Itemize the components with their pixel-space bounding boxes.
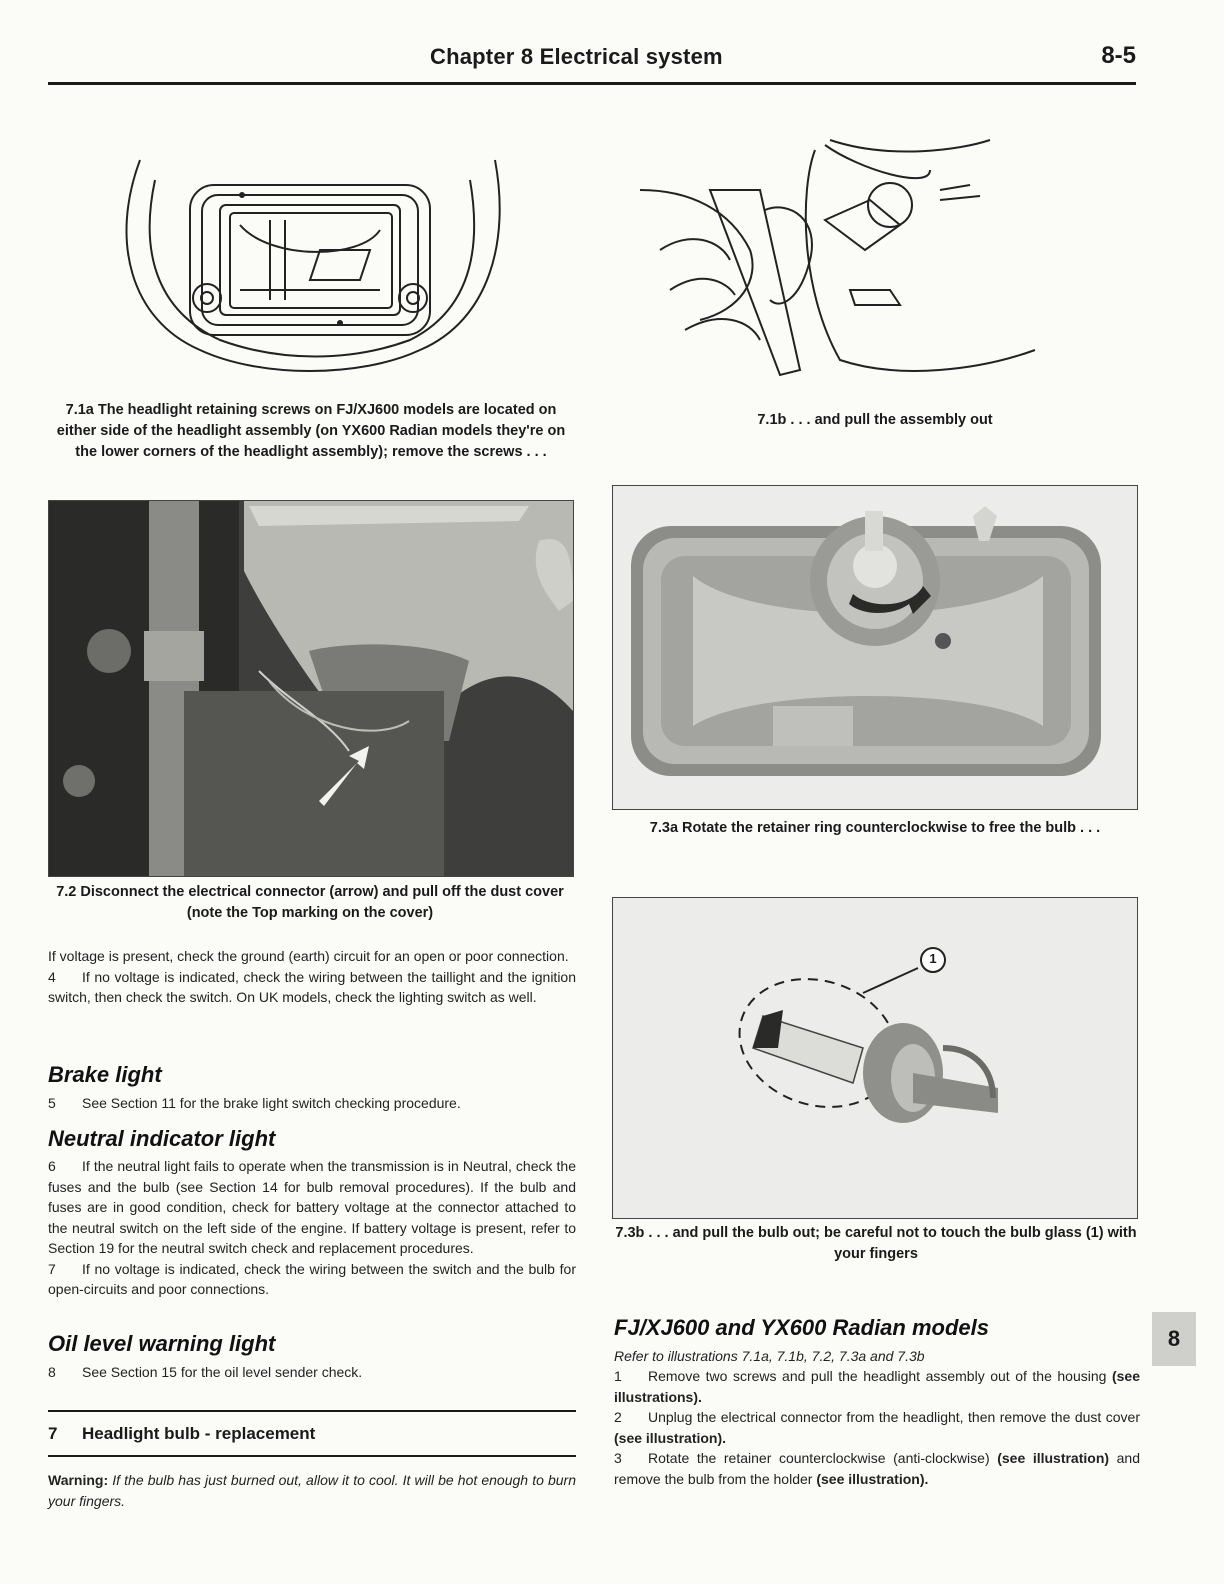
figure-7-1b-drawing — [640, 130, 1040, 380]
section-heading: 7 Headlight bulb - replacement — [48, 1424, 316, 1443]
left-body-neutral — [48, 1156, 576, 1300]
page-number: 8-5 — [1101, 42, 1136, 69]
step-3: 3 Rotate the retainer counterclockwise (anti-clockwise) (see illustration) and remove the bulb from the holder (see illustration). — [614, 1450, 1140, 1487]
paragraph-4: 4 If no voltage is indicated, check the wiring between the taillight and the ignition switch, then check the switch. On UK models, check the lighting switch as well. — [48, 968, 576, 1005]
section-rule-top — [48, 1410, 576, 1412]
paragraph-5: 5 See Section 11 for the brake light switch checking procedure. — [48, 1095, 461, 1111]
right-body-steps — [614, 1366, 1140, 1489]
paragraph-7: 7 If no voltage is indicated, check the wiring between the switch and the bulb for open-circuits and poor connections. — [48, 1260, 576, 1297]
heading-brake-light: Brake light — [48, 1062, 162, 1087]
chapter-tab: 8 — [1152, 1312, 1196, 1366]
heading-oil-level: Oil level warning light — [48, 1331, 276, 1356]
photo-7-2 — [48, 500, 574, 877]
section-rule-bottom — [48, 1455, 576, 1457]
step-1: 1 Remove two screws and pull the headlight assembly out of the housing (see illustrations). — [614, 1368, 1140, 1405]
caption-7-2: 7.2 Disconnect the electrical connector (arrow) and pull off the dust cover (note the Top marking on the cover) — [56, 884, 564, 921]
refer-illustrations: Refer to illustrations 7.1a, 7.1b, 7.2, 7.3a and 7.3b — [614, 1348, 925, 1364]
callout-1: 1 — [929, 951, 937, 966]
step-2: 2 Unplug the electrical connector from the headlight, then remove the dust cover (see illustration). — [614, 1409, 1140, 1446]
paragraph-continued: If voltage is present, check the ground (earth) circuit for an open or poor connection. — [48, 948, 569, 964]
caption-7-3a: 7.3a Rotate the retainer ring counterclockwise to free the bulb . . . — [649, 820, 1101, 836]
warning-note: Warning: If the bulb has just burned out, allow it to cool. It will be hot enough to burn your fingers. — [48, 1472, 576, 1509]
header-rule — [48, 82, 1136, 85]
photo-7-3a — [612, 485, 1138, 810]
paragraph-6: 6 If the neutral light fails to operate when the transmission is in Neutral, check the fuses and the bulb (see Section 14 for bulb removal procedures). If the bulb and fuses are in good condition, check for battery voltage at the connector attached to the neutral switch on the left side of the engine. If battery voltage is present, refer to Section 19 for the neutral switch check and replacement procedures. — [48, 1158, 576, 1256]
caption-7-1b: 7.1b . . . and pull the assembly out — [757, 412, 993, 428]
left-body-top — [48, 946, 576, 1008]
heading-models: FJ/XJ600 and YX600 Radian models — [614, 1315, 989, 1340]
caption-7-1a: 7.1a The headlight retaining screws on FJ/XJ600 models are located on either side of the headlight assembly (on YX600 Radian models they're on the lower corners of the headlight assembly); remove the screws . . . — [56, 402, 566, 460]
chapter-title: Chapter 8 Electrical system — [430, 44, 723, 69]
heading-neutral-indicator: Neutral indicator light — [48, 1126, 276, 1151]
photo-7-3b — [612, 897, 1138, 1219]
caption-7-3b: 7.3b . . . and pull the bulb out; be careful not to touch the bulb glass (1) with your fingers — [615, 1225, 1137, 1262]
figure-7-1a-drawing — [110, 150, 510, 390]
paragraph-8: 8 See Section 15 for the oil level sender check. — [48, 1364, 363, 1380]
